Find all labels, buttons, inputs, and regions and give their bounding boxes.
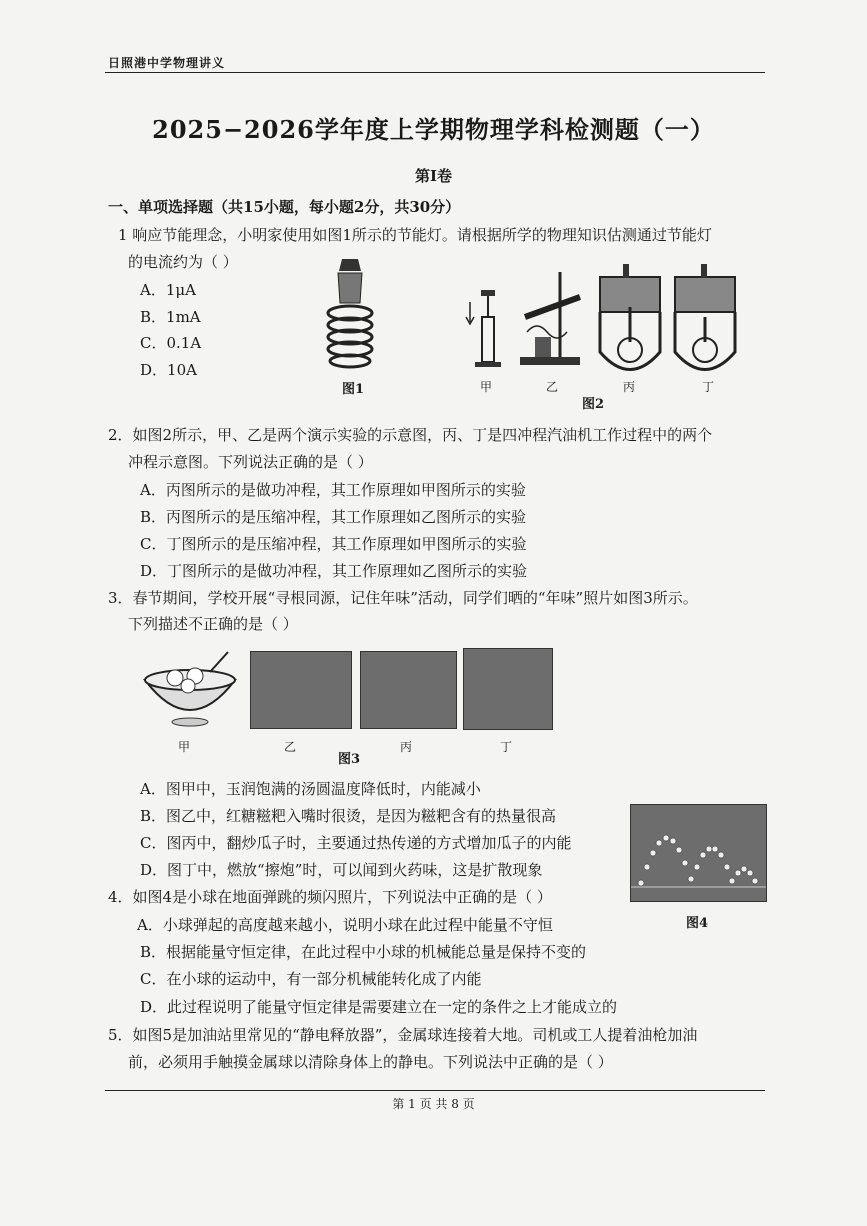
q4-option-b: B．根据能量守恒定律，在此过程中小球的机械能总量是保持不变的 bbox=[140, 943, 587, 961]
fig2-label-ding: 丁 bbox=[702, 380, 715, 394]
q4-line1: 4．如图4是小球在地面弹跳的频闪照片，下列说法中正确的是（ ） bbox=[108, 888, 552, 906]
q2-option-a: A．丙图所示的是做功冲程，其工作原理如甲图所示的实验 bbox=[140, 481, 526, 499]
fig2-label-yi: 乙 bbox=[546, 380, 559, 394]
fig2-diagrams bbox=[465, 262, 765, 377]
page-number: 第 1 页 共 8 页 bbox=[392, 1097, 475, 1111]
fig3-label-jia: 甲 bbox=[178, 740, 191, 754]
q1-option-b: B．1mA bbox=[140, 308, 201, 326]
q3-option-c: C．图丙中，翻炒瓜子时，主要通过热传递的方式增加瓜子的内能 bbox=[140, 834, 572, 852]
q1-line1: 1 响应节能理念，小明家使用如图1所示的节能灯。请根据所学的物理知识估测通过节能灯 bbox=[118, 226, 712, 244]
q2-line2: 冲程示意图。下列说法正确的是（ ） bbox=[128, 453, 373, 471]
fig4-ball-trajectory bbox=[631, 805, 766, 901]
volume-label: 第Ⅰ卷 bbox=[414, 167, 453, 185]
fig4-caption: 图4 bbox=[686, 916, 709, 931]
fig3-jia-tangyuan-bowl bbox=[140, 650, 240, 730]
q4-option-d: D．此过程说明了能量守恒定律是需要建立在一定的条件之上才能成立的 bbox=[140, 998, 618, 1016]
fig3-yi-photo bbox=[250, 651, 352, 729]
fig2-ding-engine bbox=[675, 264, 735, 370]
fig2-jia-cylinder bbox=[466, 290, 501, 367]
q3-option-b: B．图乙中，红糖糍粑入嘴时很烫，是因为糍粑含有的热量很高 bbox=[140, 807, 557, 825]
fig3-ding-photo bbox=[463, 648, 553, 730]
fig4-bouncing-ball-photo bbox=[630, 804, 767, 902]
q4-option-c: C．在小球的运动中，有一部分机械能转化成了内能 bbox=[140, 970, 482, 988]
fig3-label-ding: 丁 bbox=[500, 740, 513, 754]
q3-option-d: D．图丁中，燃放“擦炮”时，可以闻到火药味，这是扩散现象 bbox=[140, 861, 543, 879]
q1-option-a: A．1μA bbox=[140, 281, 196, 299]
fig1-caption: 图1 bbox=[342, 382, 365, 397]
q4-option-a: A．小球弹起的高度越来越小，说明小球在此过程中能量不守恒 bbox=[137, 916, 553, 934]
q3-line1: 3．春节期间，学校开展“寻根同源，记住年味”活动，同学们晒的“年味”照片如图3所示。 bbox=[108, 589, 698, 607]
lecture-header: 日照港中学物理讲义 bbox=[108, 56, 226, 70]
section-heading: 一、单项选择题（共15小题，每小题2分，共30分） bbox=[108, 198, 461, 216]
q3-line2: 下列描述不正确的是（ ） bbox=[128, 615, 298, 633]
fig3-label-yi: 乙 bbox=[284, 740, 297, 754]
footer-rule bbox=[105, 1090, 765, 1091]
q2-option-d: D．丁图所示的是做功冲程，其工作原理如乙图所示的实验 bbox=[140, 562, 528, 580]
q2-option-b: B．丙图所示的是压缩冲程，其工作原理如乙图所示的实验 bbox=[140, 508, 527, 526]
q5-line1: 5．如图5是加油站里常见的“静电释放器”，金属球连接着大地。司机或工人提着油枪加油 bbox=[108, 1026, 698, 1044]
energy-saving-lamp-figure bbox=[320, 255, 380, 375]
q1-option-d: D．10A bbox=[140, 361, 197, 379]
fig2-yi-apparatus bbox=[520, 272, 580, 365]
q1-line2: 的电流约为（ ） bbox=[128, 253, 238, 271]
fig2-label-bing: 丙 bbox=[623, 380, 636, 394]
page-title: 2025−2026学年度上学期物理学科检测题（一） bbox=[152, 115, 715, 144]
q1-option-c: C．0.1A bbox=[140, 334, 202, 352]
q2-line1: 2．如图2所示，甲、乙是两个演示实验的示意图，丙、丁是四冲程汽油机工作过程中的两个 bbox=[108, 426, 713, 444]
q3-option-a: A．图甲中，玉润饱满的汤圆温度降低时，内能减小 bbox=[140, 780, 481, 798]
q5-line2: 前，必须用手触摸金属球以清除身体上的静电。下列说法中正确的是（ ） bbox=[128, 1053, 613, 1071]
fig3-label-bing: 丙 bbox=[400, 740, 413, 754]
header-rule bbox=[105, 72, 765, 73]
fig3-caption: 图3 bbox=[338, 752, 361, 767]
fig2-label-jia: 甲 bbox=[480, 380, 493, 394]
fig2-bing-engine bbox=[600, 264, 660, 370]
fig3-bing-photo bbox=[360, 651, 457, 729]
q2-option-c: C．丁图所示的是压缩冲程，其工作原理如甲图所示的实验 bbox=[140, 535, 527, 553]
fig2-caption: 图2 bbox=[582, 397, 605, 412]
